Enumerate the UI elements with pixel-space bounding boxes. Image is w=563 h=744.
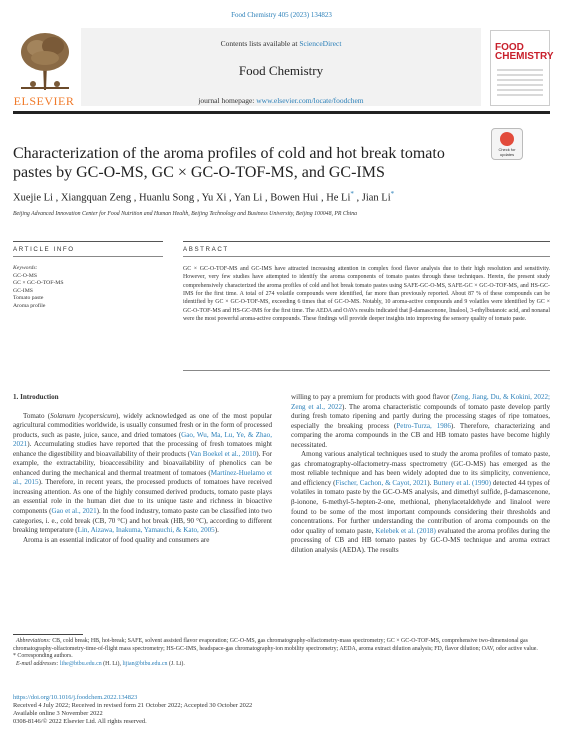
check-updates-label: Check for updates xyxy=(498,147,516,157)
author-name[interactable]: Huanlu Song xyxy=(138,192,195,204)
email-link[interactable]: lihe@btbu.edu.cn xyxy=(59,661,102,668)
text-run: ). The aroma characteristic compounds of tomato paste develop partly during fresh tomato ripening and partly during the processing stages of ripe tomatoes, especially the breaking process ( xyxy=(291,402,550,430)
contents-prefix: Contents lists available at xyxy=(220,39,300,48)
abstract-subrule xyxy=(183,256,550,257)
body-left-column xyxy=(13,393,272,545)
keyword: GC × GC-O-TOF-MS xyxy=(13,280,64,287)
text-run: (H. Li), xyxy=(101,661,123,668)
elsevier-tree-icon xyxy=(17,30,73,92)
citation-link[interactable]: Kelebek et al. (2018) xyxy=(375,526,436,535)
text-run: ). Therefore, in recent years, the processed products of tomatoes have received increasing attention. As one of the highly consumed derived products, tomato paste plays an essential role in the human diet due to its unique taste and richness in bioactive components ( xyxy=(13,478,272,516)
author-name[interactable]: He Li xyxy=(326,192,351,204)
paragraph xyxy=(13,412,272,536)
author-list: Xuejie Li , Xiangquan Zeng , Huanlu Song , Yu Xi , Yan Li , Bowen Hui , He Li* , Jian Li* xyxy=(13,190,395,204)
paragraph xyxy=(291,450,550,555)
keyword: GC-O-MS xyxy=(13,272,38,279)
author-name[interactable]: Yu Xi xyxy=(201,192,227,204)
cover-decoration xyxy=(497,69,543,99)
abbreviations-text: CB, cold break; HB, hot-break; SAFE, solvent assisted flavor evaporation; GC-O-MS, gas chromatography-olfactometry-mass spectrometry; GC × GC-O-TOF-MS, comprehensive two-dimensional gas chromatography-olfactometry-time-of-flight mass spectrometry; HS-GC-IMS, headspace-gas chromatography-ion mobility spectrometry; AEDA, aroma extract dilution analysis; FD, flavor dilution; OAV, odor active value. xyxy=(13,638,538,652)
abstract-heading: ABSTRACT xyxy=(183,246,229,253)
citation-link[interactable]: Lin, Aizawa, Inakuma, Yamauchi, & Kato, 2005 xyxy=(77,526,215,535)
abstract-text: GC × GC-O-TOF-MS and GC-IMS have attracted increasing attention in complex food flavor analysis due to their high resolution and sensitivity. However, very few studies have attempted to identify the aroma components of tomato pastes through these techniques. Herein, the present study comprehensively characterized the aroma profiles of cold and hot break tomato pastes using SAFE-GC-O-MS, SAFE-GC × GC-O-TOF-MS, and HS-GC-IMS for the first time. A total of 274 volatile compounds were identified, far more than previously reported. About 87 % of these compounds can be identified by GC × GC-O-TOF-MS, exceeding 6 times that of GC-O-MS. Notably, 10 aroma-active compounds and 9 volatiles were identified by GC × GC-O-TOF-MS and HS-GC-IMS for the first time. The AEDA and OAVs results indicated that β-damascenone, linalool, 3-ethylbutanoic acid, and nonanal were the most powerful aroma-active compounds. These findings will provide deeper insights into improving the sensory quality of tomato paste. xyxy=(183,266,550,323)
abstract-rule xyxy=(183,241,550,242)
text-run: Tomato ( xyxy=(23,411,51,420)
corresponding-footnote: * Corresponding authors. xyxy=(13,653,73,660)
article-info-heading: ARTICLE INFO xyxy=(13,246,75,253)
text-run: evaluated the aroma profiles during the processing of CB and HB tomato pastes by GC-O-MS technique and aroma extract dilution analysis (AEDA). The results xyxy=(291,526,550,554)
body-right-column xyxy=(291,393,550,555)
email-label: E-mail addresses: xyxy=(15,661,59,668)
keywords-block xyxy=(13,265,163,311)
affiliation: Beijing Advanced Innovation Center for Food Nutrition and Human Health, Beijing Technology and Business University, Beijing 100048, PR China xyxy=(13,211,358,217)
article-info-subrule xyxy=(13,256,163,257)
species-name: Solanum lycopersicum xyxy=(50,411,116,420)
citation-link[interactable]: Van Boekel et al., 2010 xyxy=(189,449,257,458)
author-name[interactable]: Yan Li xyxy=(233,192,263,204)
paragraph: Aroma is an essential indicator of food quality and consumers are xyxy=(23,535,210,544)
keywords-label: Keywords: xyxy=(13,265,38,271)
copyright: 0308-8146/© 2022 Elsevier Ltd. All rights reserved. xyxy=(13,718,147,726)
homepage-link[interactable]: www.elsevier.com/locate/foodchem xyxy=(256,96,364,105)
email-footnote xyxy=(13,661,550,669)
sciencedirect-link[interactable]: ScienceDirect xyxy=(299,39,342,48)
keyword: GC-IMS xyxy=(13,287,33,294)
doi-link[interactable]: https://doi.org/10.1016/j.foodchem.2022.134823 xyxy=(13,694,138,701)
homepage-prefix: journal homepage: xyxy=(198,96,257,105)
author-name[interactable]: Xiangquan Zeng xyxy=(60,192,132,204)
journal-reference[interactable]: Food Chemistry 405 (2023) 134823 xyxy=(231,11,332,19)
abstract-end-rule xyxy=(183,370,550,371)
text-run: ). In the food industry, tomato paste can be classified into two categories, i. e., cold break (CB, 70 °C) and hot break (HB, 90 °C), according to different breaking temperature ( xyxy=(13,507,272,535)
history: Received 4 July 2022; Received in revised form 21 October 2022; Accepted 30 October 2022 xyxy=(13,702,253,710)
text-run: ). Accumulating studies have reported that the processing of fresh tomatoes might enhance the digestibility and bioavailability of their products ( xyxy=(13,440,272,458)
corresponding-mark[interactable]: * xyxy=(350,190,354,198)
article-info-rule xyxy=(13,241,163,242)
citation-link[interactable]: Fischer, Cachon, & Cayot, 2021 xyxy=(335,478,428,487)
homepage-line xyxy=(81,96,481,105)
citation-link[interactable]: Gao et al., 2021 xyxy=(51,507,97,516)
article-metadata xyxy=(13,694,313,726)
keyword: Aroma profile xyxy=(13,302,46,309)
corresponding-mark[interactable]: * xyxy=(390,190,395,198)
author-name[interactable]: Xuejie Li xyxy=(13,192,53,204)
text-run: willing to pay a premium for products with good flavor ( xyxy=(291,393,454,401)
citation-link[interactable]: Petro-Turza, 1986 xyxy=(396,421,451,430)
citation-link[interactable]: Buttery et al. (1990) xyxy=(433,478,491,487)
text-run: detected 44 types of volatiles in tomato paste by the GC-O-MS analysis, and dimethyl sulfide, β-damascenone, β-ionone, 6-methyl-5-hepten-2-one, methional, phenylacetaldehyde and linalool were found to be some of the most important compounds considering their thresholds and concentrations. For further understanding the contribution of aroma compounds on the odor quality of tomato paste, xyxy=(291,478,550,535)
text-run: ), widely acknowledged as one of the most popular agricultural commodities worldwide, is usually consumed fresh or in the form of processed products, such as paste, juice, sauce, and dried tomatoes ( xyxy=(13,411,272,439)
online-date: Available online 3 November 2022 xyxy=(13,710,103,718)
text-run: Among various analytical techniques used to study the aroma profiles of tomato paste, gas chromatography-olfactometry-mass spectrometry (GC-O-MS) has emerged as the most reliable technique and has been widely adopted due to its simplicity, convenience, and efficiency ( xyxy=(291,450,550,487)
footnote-rule xyxy=(13,634,83,635)
article-title: Characterization of the aroma profiles of cold and hot break tomato pastes by GC-O-MS, GC × GC-O-TOF-MS, and GC-IMS xyxy=(13,145,445,181)
section-heading-introduction: 1. Introduction xyxy=(13,393,59,401)
author-name[interactable]: Jian Li xyxy=(361,192,391,204)
author-name[interactable]: Bowen Hui xyxy=(270,192,319,204)
footnotes xyxy=(13,638,550,669)
journal-cover-thumbnail[interactable] xyxy=(490,30,554,106)
paragraph xyxy=(291,393,550,450)
text-run: ). For example, the extractability, bioaccessibility and bioavailability of phenolics can be enhanced during the mechanical and thermal treatment of tomatoes ( xyxy=(13,449,272,477)
text-run: (J. Li). xyxy=(167,661,185,668)
email-link[interactable]: lijian@btbu.edu.cn xyxy=(122,661,168,668)
check-updates-icon xyxy=(500,132,514,146)
publisher-name: ELSEVIER xyxy=(13,94,75,108)
citation-link[interactable]: Zeng, Jiang, Du, & Kokini, 2022; Zeng et al., 2022 xyxy=(291,393,551,411)
text-run: ). Therefore, characterizing and comparing the aroma compounds in the CB and HB tomato pastes have become highly necessitated. xyxy=(291,421,550,449)
citation-link[interactable]: Gao, Wu, Ma, Lu, Ye, & Zhao, 2021 xyxy=(13,430,272,449)
cover-title: FOOD CHEMISTRY xyxy=(495,42,554,62)
citation-link[interactable]: Martínez-Huelamo et al., 2015 xyxy=(13,468,272,487)
journal-banner xyxy=(81,28,481,106)
text-run: ). xyxy=(427,478,434,487)
check-for-updates-button[interactable] xyxy=(491,128,523,160)
journal-name: Food Chemistry xyxy=(238,63,324,78)
journal-masthead xyxy=(13,28,554,108)
abbreviations-footnote xyxy=(13,638,550,653)
header-rule xyxy=(13,111,550,114)
keyword: Tomato paste xyxy=(13,295,44,302)
contents-line xyxy=(81,39,481,48)
abbreviations-label: Abbreviations: xyxy=(15,638,51,644)
elsevier-logo[interactable] xyxy=(13,30,75,108)
text-run: ). xyxy=(214,526,219,535)
